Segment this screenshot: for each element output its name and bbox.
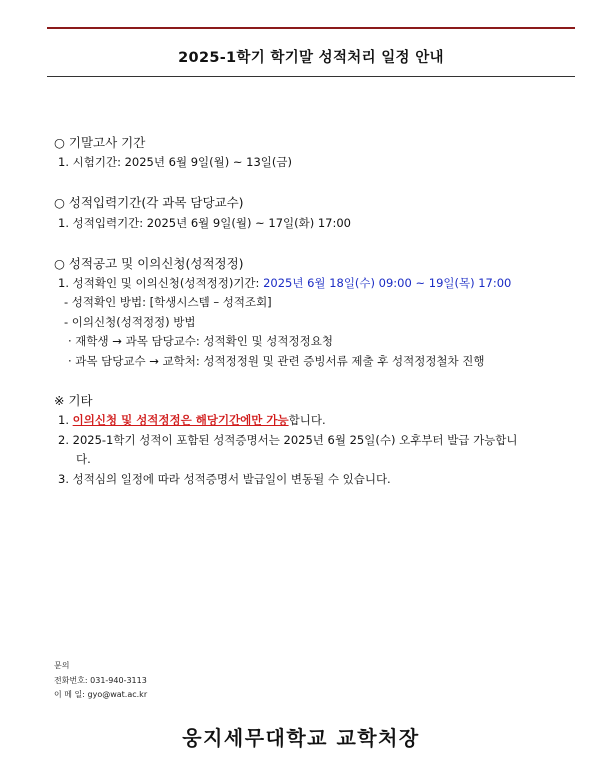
exam-period-item: 1. 시험기간: 2025년 6월 9일(월) ~ 13일(금): [58, 155, 292, 169]
notice-period-dates: 2025년 6월 18일(수) 09:00 ~ 19일(목) 17:00: [263, 276, 512, 290]
route-student-item: · 재학생 → 과목 담당교수: 성적확인 및 성적정정요청: [68, 334, 333, 348]
etc-item-1-emphasis: 이의신청 및 성적정정은 해당기간에만 가능: [72, 413, 289, 427]
etc-item-3: 3. 성적심의 일정에 따라 성적증명서 발급일이 변동될 수 있습니다.: [58, 472, 391, 486]
section-exam-heading: ○ 기말고사 기간: [54, 135, 146, 150]
issuer-signature: 웅지세무대학교 교학처장: [182, 726, 420, 750]
check-method-item: - 성적확인 방법: [학생시스템 – 성적조회]: [64, 295, 272, 309]
section-input-heading: ○ 성적입력기간(각 과목 담당교수): [54, 195, 244, 210]
etc-item-2-line-1: 2. 2025-1학기 성적이 포함된 성적증명서는 2025년 6월 25일(수) 오후부터 발급 가능합니: [58, 433, 518, 447]
etc-item-1: [58, 413, 326, 428]
input-period-item: 1. 성적입력기간: 2025년 6월 9일(월) ~ 17일(화) 17:00: [58, 216, 351, 230]
etc-item-1-number: 1.: [58, 413, 73, 427]
title-divider: [47, 76, 575, 77]
notice-period-prefix: 1. 성적확인 및 이의신청(성적정정)기간:: [58, 276, 264, 290]
appeal-method-item: - 이의신청(성적정정) 방법: [64, 315, 196, 329]
page-title: 2025-1학기 학기말 성적처리 일정 안내: [178, 50, 444, 66]
contact-phone: 전화번호: 031-940-3113: [54, 676, 147, 685]
route-professor-item: · 과목 담당교수 → 교학처: 성적정정원 및 관련 증빙서류 제출 후 성적정정철차 진행: [68, 354, 485, 368]
section-etc-heading: ※ 기타: [54, 393, 93, 408]
section-notice-heading: ○ 성적공고 및 이의신청(성적정정): [54, 256, 244, 271]
contact-email: 이 메 일: gyo@wat.ac.kr: [54, 690, 148, 699]
etc-item-2-line-2: 다.: [76, 452, 91, 466]
top-rule: [47, 27, 575, 29]
etc-item-1-tail: 합니다.: [288, 413, 326, 427]
notice-period-item: [58, 276, 511, 291]
contact-label: 문의: [54, 661, 70, 670]
